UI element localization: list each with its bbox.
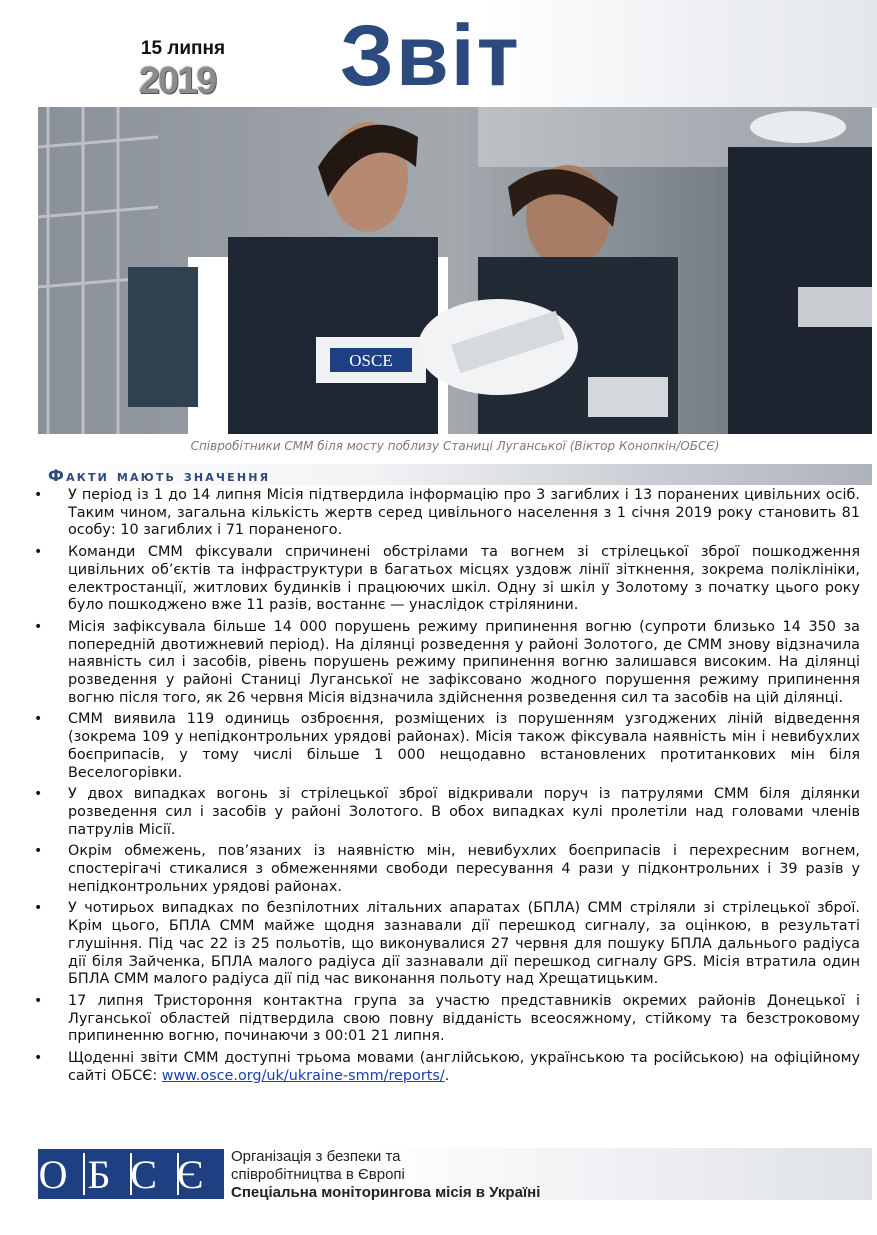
- cover-photo-illustration: [38, 107, 872, 434]
- org-name-line2: співробітництва в Європі: [231, 1166, 405, 1183]
- bullet-icon: •: [34, 544, 43, 561]
- list-item: • Місія зафіксувала більше 14 000 порушень режиму припинення вогню (супроти близько 14 350 за попередній двотижневий період). На ділянці розведення у районі Золотого, де СММ знову відзначила наявність сил і засобів, рівень порушень режиму припинення вогню залишався високим. На ділянці розведення у районі Станиці Луганської не зафіксовано жодного порушення режиму припинення вогню після того, як 26 червня Місія відзначила здійснення розведення сил та засобів на цій ділянці.: [34, 618, 860, 706]
- logo-text: ОБСЄ: [38, 1152, 224, 1197]
- report-date-day: 15 липня: [140, 38, 226, 59]
- bullet-icon: •: [34, 1050, 43, 1067]
- bullet-icon: •: [34, 487, 43, 503]
- mission-name: Спеціальна моніторингова місія в Україні: [231, 1184, 541, 1201]
- report-title: Звіт: [340, 8, 521, 104]
- list-item: • У чотирьох випадках по безпілотних літальних апаратах (БПЛА) СММ стріляли зі стрілецької зброї. Крім цього, БПЛА СММ майже щодня зазнавали дії перешкод сигналу, за оцінкою, в результаті глушіння. Під час 22 із 25 польотів, що виконувалися 27 червня для пошуку БПЛА дальнього радіуса дії біля Зайченка, БПЛА малого радіуса дії зазнавали дії перешкод сигналу GPS. Місія втратила один БПЛА СММ малого радіуса дії під час виконання польоту над Хрещатицьким.: [34, 900, 860, 988]
- report-date-year: 2019: [138, 60, 216, 102]
- bullet-icon: •: [34, 711, 43, 728]
- reports-link[interactable]: www.osce.org/uk/ukraine-smm/reports/: [161, 1067, 445, 1084]
- section-heading: Факти мають значення: [48, 466, 271, 485]
- list-item: • Команди СММ фіксували спричинені обстрілами та вогнем зі стрілецької зброї пошкодження цивільних об’єктів та інфраструктури в багатьох місцях уздовж лінії зіткнення, зокрема поліклініки, електростанції, житлових будинків і працюючих шкіл. Одну зі шкіл у Золотому з початку цього року було пошкоджено вже 11 разів, востаннє — унаслідок стрілянини.: [34, 544, 860, 614]
- org-name-line1: Організація з безпеки та: [231, 1148, 401, 1165]
- vest-label: OSCE: [349, 351, 393, 370]
- bullet-icon: •: [34, 618, 43, 635]
- list-item: • У двох випадках вогонь зі стрілецької зброї відкривали поруч із патрулями СММ біля ділянки розведення сил і засобів у районі Золотого. В обох випадках кулі пролетіли над головами членів патрулів Місії.: [34, 786, 860, 838]
- cover-photo: [38, 107, 872, 434]
- bullet-icon: •: [34, 843, 43, 860]
- list-item-reports: • Щоденні звіти СММ доступні трьома мовами (англійською, українською та російською) на офіційному сайті ОБСЄ: www.osce.org/uk/ukraine-smm/reports/.: [34, 1050, 860, 1084]
- list-item: • Окрім обмежень, пов’язаних із наявністю мін, невибухлих боєприпасів і перехресним вогнем, спостерігачі стикалися з обмеженнями свободи пересування 4 рази у підконтрольних і 39 разів у непідконтрольних урядові районах.: [34, 843, 860, 895]
- facts-list: [30, 487, 860, 1090]
- osce-logo: [38, 1149, 224, 1199]
- bullet-icon: •: [34, 992, 43, 1009]
- list-item: • 17 липня Тристороння контактна група за участю представників окремих районів Донецької і Луганської областей підтвердила свою повну відданість всеосяжному, стійкому та безстроковому припиненню вогню, починаючи з 00:01 21 липня.: [34, 992, 860, 1045]
- bullet-icon: •: [34, 900, 43, 917]
- list-item: • У період із 1 до 14 липня Місія підтвердила інформацію про 3 загиблих і 13 поранених цивільних осіб. Таким чином, загальна кількість жертв серед цивільного населення з 1 січня 2019 року становить 81 особу: 10 загиблих і 71 пораненого.: [34, 487, 860, 539]
- bullet-icon: •: [34, 786, 43, 803]
- list-item: • СММ виявила 119 одиниць озброєння, розміщених із порушенням узгоджених ліній відведення (зокрема 109 у непідконтрольних урядові районах). Місія також фіксувала наявність мін і невибухлих боєприпасів, у тому числі більше 1 000 нещодавно встановлених протитанкових мін біля Веселогорівки.: [34, 711, 860, 781]
- photo-caption: Співробітники СММ біля мосту поблизу Станиці Луганської (Віктор Конопкін/ОБСЄ): [190, 439, 720, 453]
